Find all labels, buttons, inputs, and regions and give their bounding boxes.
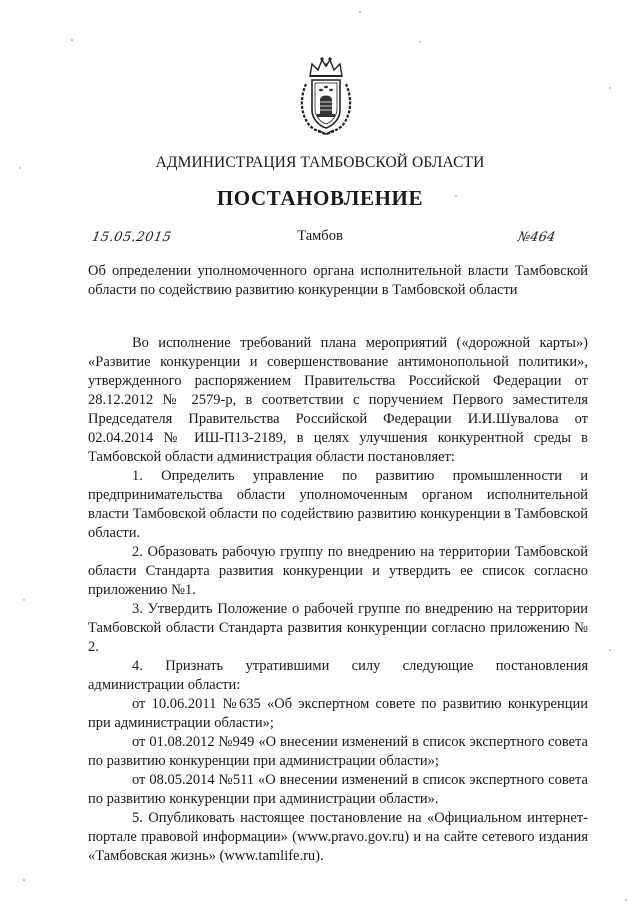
item-5-paragraph: 5. Опубликовать настоящее постановление на «Официальном интернет-портале правовой информации» (www.pravo.gov.ru) и на сайте сетевого издания «Тамбовская жизнь» (www.tamlife.ru). <box>88 810 588 864</box>
preamble-paragraph: Во исполнение требований плана мероприятий («дорожной карты») «Развитие конкуренции и совершенствование антимонопольной политики», утвержденного распоряжением Правительства Российской Федерации от 28.12.2012 № 2579-р, в соответствии с поручением Первого заместителя Председателя Правительства Российской Федерации И.И.Шувалова от 02.04.2014 № ИШ-П13-2189, в целях улучшения конкурентной среды в Тамбовской области администрация области постановляет: <box>88 335 588 465</box>
item-1-paragraph: 1. Определить управление по развитию промышленности и предпринимательства области уполномоченным органом исполнительной власти Тамбовской области по содействию развитию конкуренции в Тамбовской области. <box>88 468 588 541</box>
document-city: Тамбов <box>297 228 343 244</box>
item-4-paragraph: 4. Признать утратившими силу следующие постановления администрации области: <box>88 658 588 693</box>
document-subject: Об определении уполномоченного органа исполнительной власти Тамбовской области по содействию развитию конкуренции в Тамбовской области <box>88 263 588 298</box>
document-type-title: ПОСТАНОВЛЕНИЕ <box>216 186 424 210</box>
document-body <box>88 334 588 866</box>
organization-name: АДМИНИСТРАЦИЯ ТАМБОВСКОЙ ОБЛАСТИ <box>155 154 485 171</box>
item-4c-paragraph: от 08.05.2014 №511 «О внесении изменений в список экспертного совета по развитию конкуренции при администрации области». <box>88 772 588 807</box>
document-date: 15.05.2015 <box>90 230 173 245</box>
item-2-paragraph: 2. Образовать рабочую группу по внедрению на территории Тамбовской области Стандарта развития конкуренции и утвердить ее список согласно приложению №1. <box>88 544 588 598</box>
document-number: №464 <box>516 230 557 245</box>
item-3-paragraph: 3. Утвердить Положение о рабочей группе по внедрению на территории Тамбовской области Стандарта развития конкуренции согласно приложению № 2. <box>88 601 588 655</box>
item-4b-paragraph: от 01.08.2012 №949 «О внесении изменений в список экспертного совета по развитию конкуренции при администрации области»; <box>88 734 588 769</box>
coat-of-arms-icon <box>296 54 356 136</box>
item-4a-paragraph: от 10.06.2011 №635 «Об экспертном совете по развитию конкуренции при администрации области»; <box>88 696 588 731</box>
